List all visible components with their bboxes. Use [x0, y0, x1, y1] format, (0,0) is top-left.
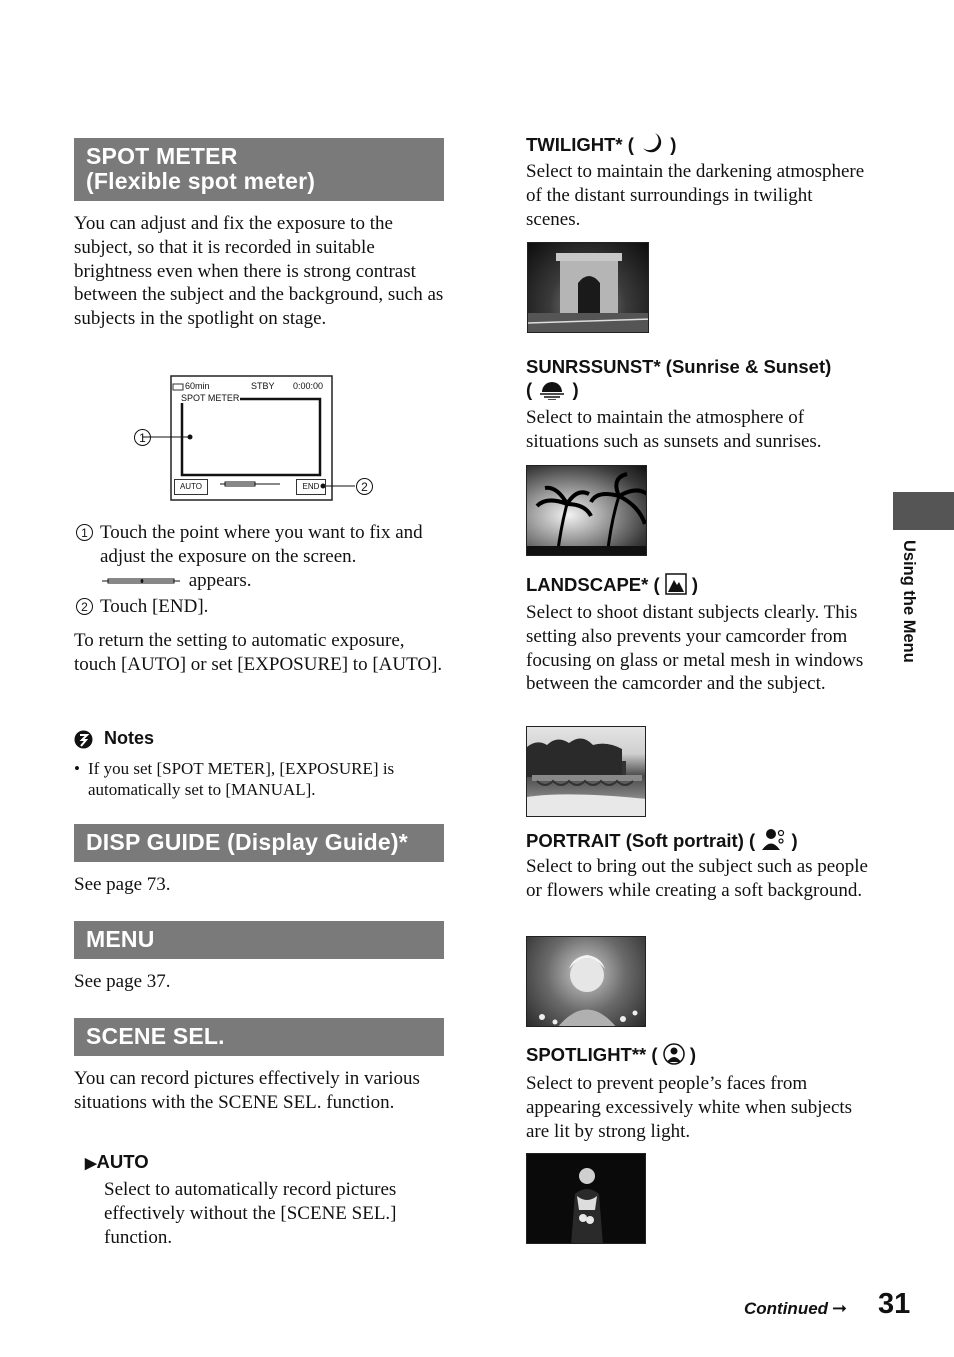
twilight-heading-text: TWILIGHT* ( [526, 134, 634, 155]
notes-title-row [74, 728, 444, 752]
screen-battery: 60min [185, 381, 210, 391]
landscape-text: Select to shoot distant subjects clearly. This setting also prevents your camcorder from focusing on glass or metal mesh in windows between the camcorder and the subject. [526, 602, 864, 695]
sunrise-heading-icon-row [526, 378, 866, 401]
landscape-heading [526, 573, 698, 596]
side-tab-label: Using the Menu [900, 540, 918, 663]
sunrise-heading [526, 355, 866, 401]
spot-meter-heading-line1: SPOT METER [86, 143, 238, 169]
screen-mode-label: SPOT METER [181, 393, 240, 403]
portrait-text: Select to bring out the subject such as people or flowers while creating a soft background. [526, 856, 868, 901]
default-marker-icon: ▶ [85, 1155, 97, 1172]
mountain-icon [665, 573, 687, 595]
spot-meter-heading-line2: (Flexible spot meter) [86, 168, 316, 194]
notes-item [74, 758, 444, 800]
landscape-heading-text: LANDSCAPE* ( [526, 574, 660, 595]
side-tab-marker [893, 492, 954, 530]
spot-meter-heading [74, 138, 444, 201]
portrait-heading-text: PORTRAIT (Soft portrait) ( [526, 830, 756, 851]
arrow-right-icon: ➞ [832, 1298, 848, 1319]
auto-text: Select to automatically record pictures effectively without the [SCENE SEL.] function. [104, 1179, 397, 1248]
portrait-heading-close: ) [791, 830, 798, 851]
callout-1: 1 [134, 429, 151, 446]
page-number: 31 [878, 1288, 911, 1320]
notes-title: Notes [104, 728, 155, 748]
spotlight-heading-close: ) [689, 1044, 697, 1065]
notes-icon [74, 730, 93, 749]
twilight-heading [526, 131, 676, 156]
landscape-heading-close: ) [691, 574, 699, 595]
step-1-appears: appears. [188, 569, 252, 591]
notes-item-text: If you set [SPOT METER], [EXPOSURE] is automatically set to [MANUAL]. [88, 759, 395, 799]
auto-heading: AUTO [96, 1151, 149, 1172]
spotlight-heading [526, 1043, 696, 1066]
step-2-text: Touch [END]. [100, 596, 209, 617]
step-1-number: 1 [76, 524, 93, 541]
twilight-heading-close: ) [670, 134, 677, 155]
callout-2: 2 [356, 478, 373, 495]
scene-sel-heading: SCENE SEL. [74, 1018, 444, 1056]
step-1-text: Touch the point where you want to fix and adjust the exposure on the screen. [100, 522, 423, 567]
scene-sel-text: You can record pictures effectively in various situations with the SCENE SEL. function. [74, 1068, 420, 1113]
sunrise-heading-close: ) [572, 379, 579, 400]
sunrise-heading-open: ( [526, 379, 533, 400]
disp-guide-text: See page 73. [74, 874, 171, 895]
twilight-text: Select to maintain the darkening atmosphere of the distant surroundings in twilight scenes. [526, 161, 865, 230]
auto-heading-row [85, 1150, 149, 1175]
step-1-appears-line [74, 569, 444, 593]
disp-guide-heading: DISP GUIDE (Display Guide)* [74, 824, 444, 862]
portrait-example-photo [526, 936, 646, 1027]
screen-end-button[interactable]: END [296, 479, 326, 495]
sunrise-example-photo [526, 465, 647, 556]
continued-indicator [744, 1298, 847, 1319]
spot-meter-screen-illustration [130, 374, 380, 504]
sunrise-heading-text: SUNRSSUNST* (Sunrise & Sunset) [526, 356, 832, 377]
spotlight-text: Select to prevent people’s faces from appearing excessively white when subjects are lit by strong light. [526, 1073, 853, 1142]
screen-auto-button[interactable]: AUTO [174, 479, 208, 495]
spotlight-icon [663, 1043, 685, 1065]
step-1 [74, 521, 444, 592]
twilight-example-photo [527, 242, 649, 333]
portrait-heading [526, 827, 798, 852]
screen-status: STBY [251, 381, 275, 391]
exposure-slider-icon [100, 576, 184, 586]
screen-time: 0:00:00 [293, 381, 324, 391]
continued-label: Continued [744, 1299, 829, 1318]
step-2-number: 2 [76, 598, 93, 615]
step-2 [74, 595, 444, 619]
spotlight-example-photo [526, 1153, 646, 1244]
sunset-icon [537, 380, 567, 400]
sunrise-text: Select to maintain the atmosphere of situations such as sunsets and sunrises. [526, 407, 822, 452]
moon-icon [639, 131, 665, 155]
return-instructions: To return the setting to automatic exposure, touch [AUTO] or set [EXPOSURE] to [AUTO]. [74, 630, 443, 675]
notes-bullet: • [74, 759, 80, 778]
spot-meter-description: You can adjust and fix the exposure to the subject, so that it is recorded in suitable brightness even when there is strong contrast between the subject and the background, such as subjects in the spotlight on stage. [74, 213, 444, 330]
spotlight-heading-text: SPOTLIGHT** ( [526, 1044, 658, 1065]
menu-text: See page 37. [74, 971, 171, 992]
portrait-icon [760, 827, 786, 851]
menu-heading: MENU [74, 921, 444, 959]
landscape-example-photo [526, 726, 646, 817]
